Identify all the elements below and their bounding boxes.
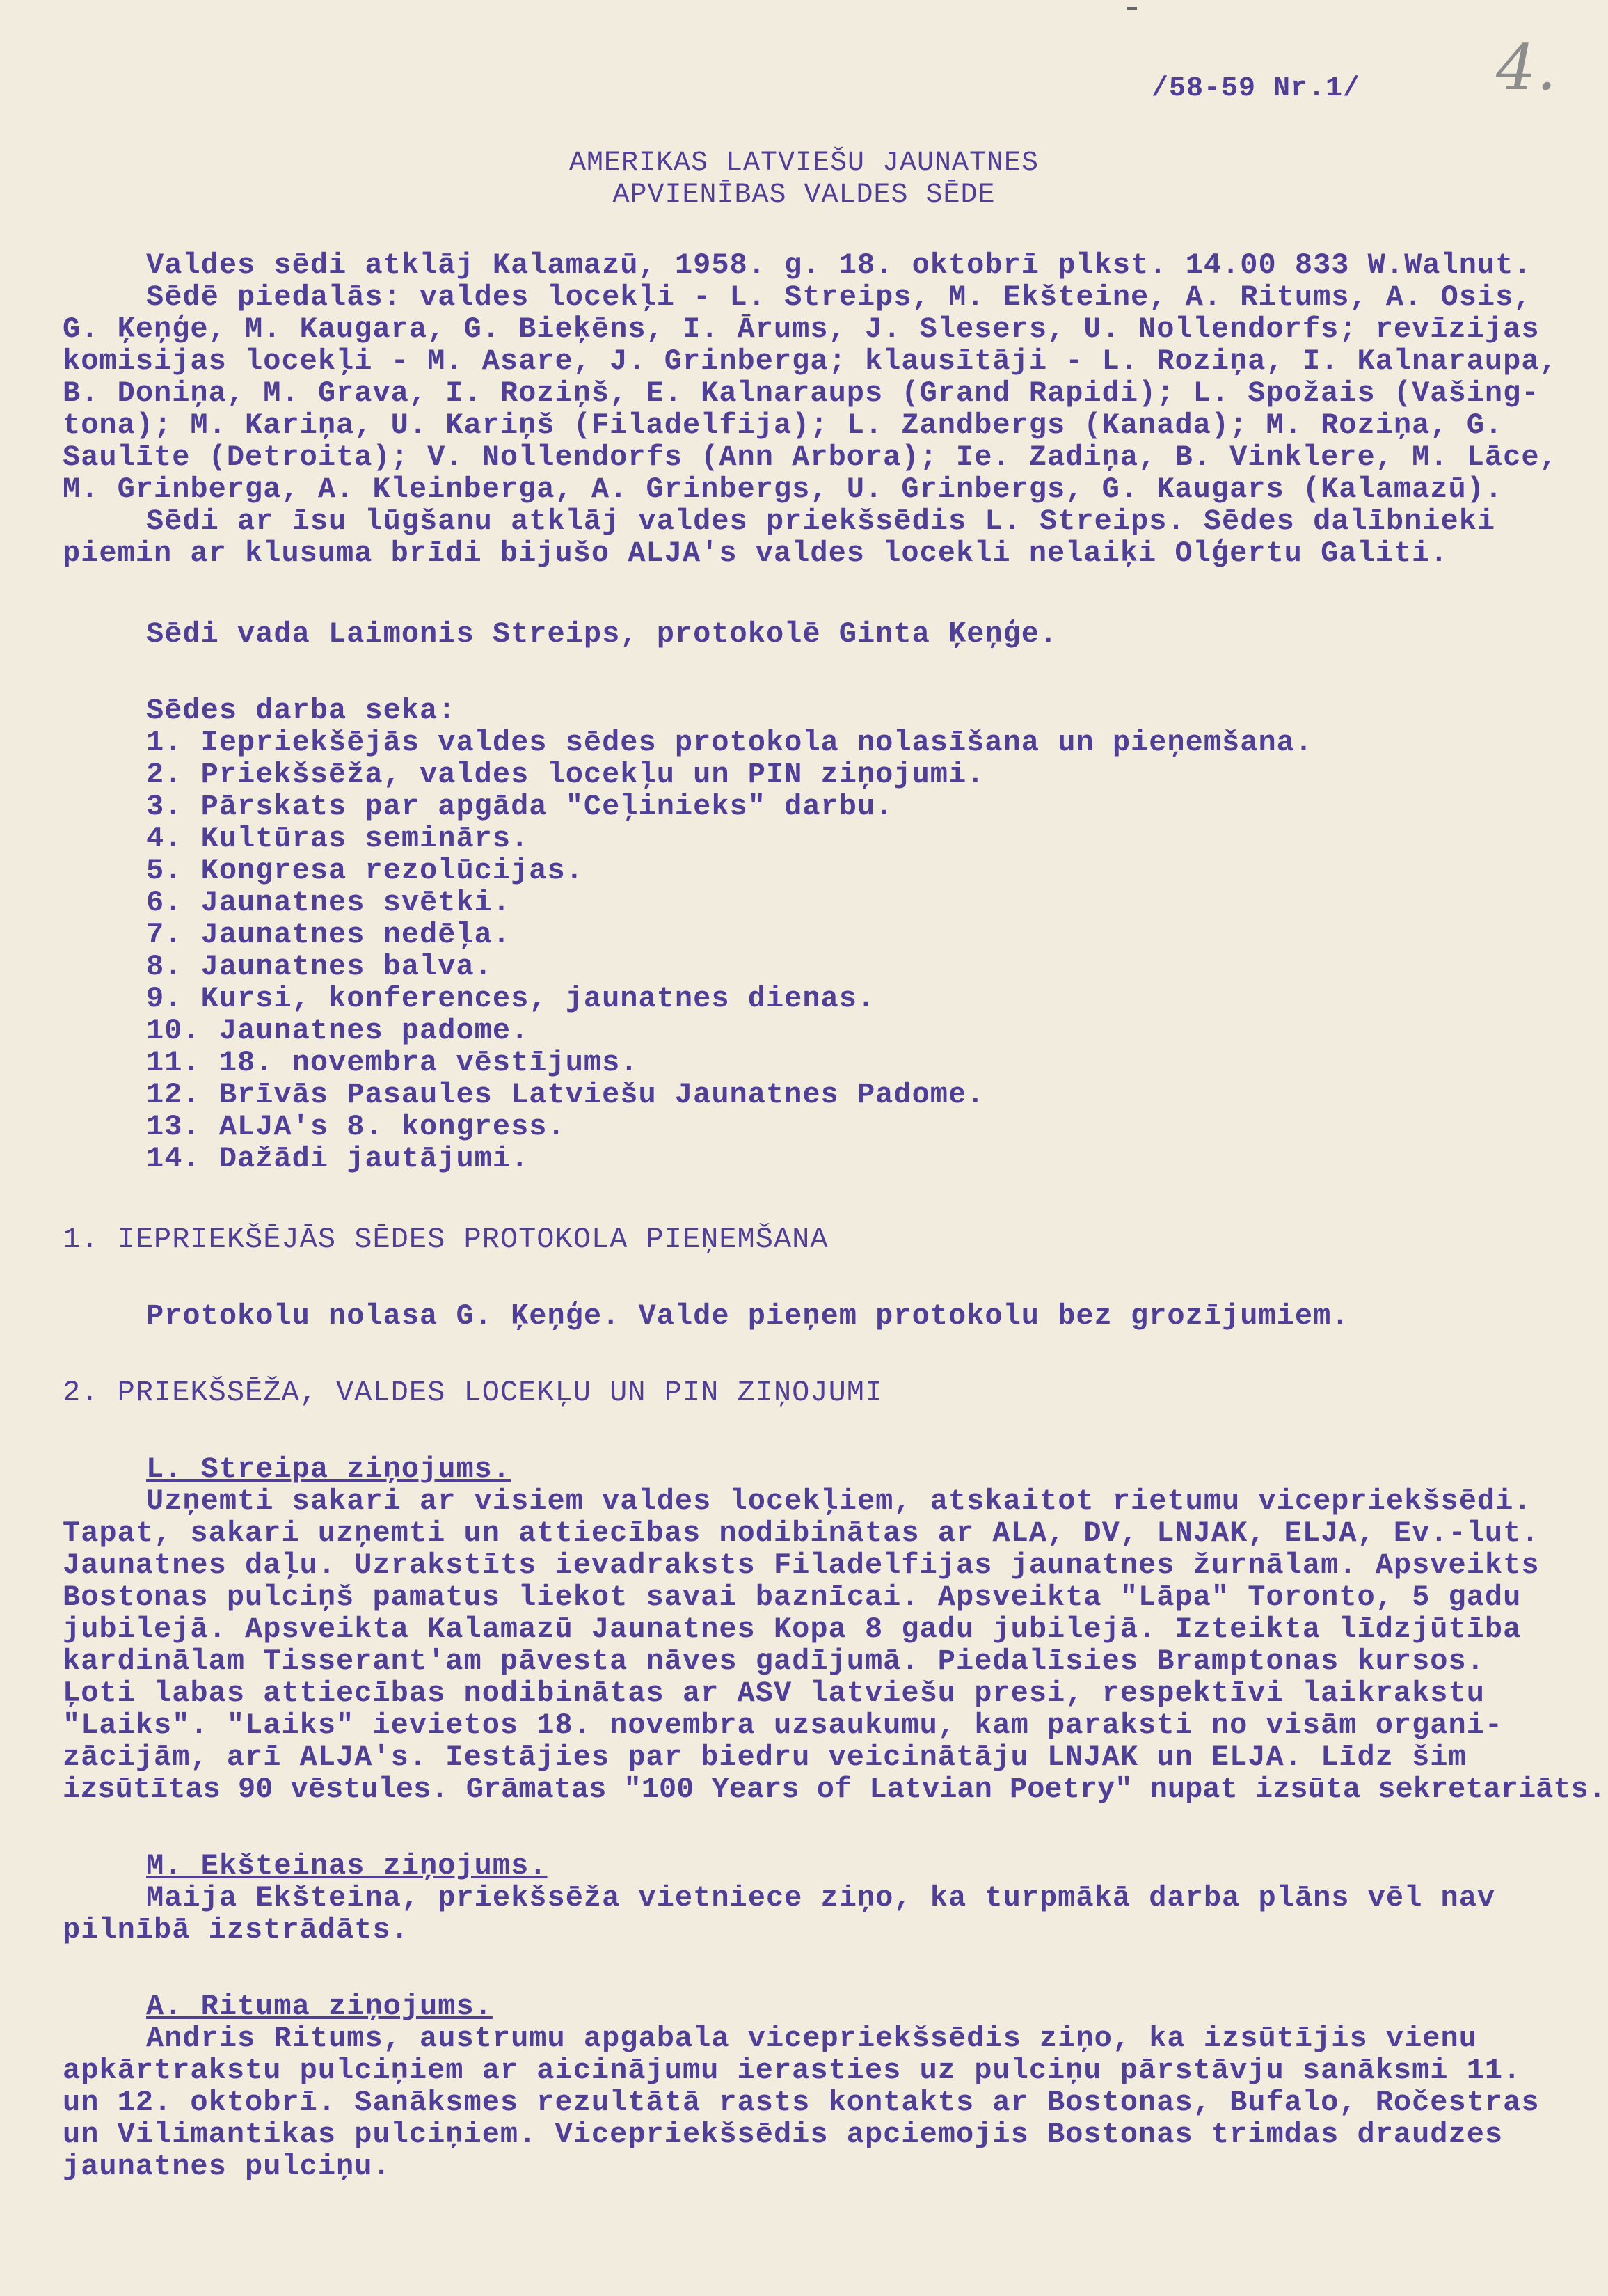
agenda-heading: Sēdes darba seka: [146, 694, 456, 727]
agenda-item: 12. Brīvās Pasaules Latviešu Jaunatnes Padome. [146, 1078, 985, 1111]
intro-line: B. Doniņa, M. Grava, I. Roziņš, E. Kalnaraups (Grand Rapidi); L. Spožais (Vašing- [63, 377, 1540, 410]
agenda-item: 10. Jaunatnes padome. [146, 1014, 530, 1047]
agenda-item: 3. Pārskats par apgāda "Ceļinieks" darbu. [146, 790, 894, 823]
ritums-report-line: un Vilimantikas pulciņiem. Vicepriekšsēdis apciemojis Bostonas trimdas draudzes [63, 2118, 1504, 2151]
handwritten-page-number: 4. [1496, 31, 1557, 104]
agenda-item: 9. Kursi, konferences, jaunatnes dienas. [146, 982, 876, 1015]
intro-line: piemin ar klusuma brīdi bijušo ALJA's valdes locekli nelaiķi Olģertu Galiti. [63, 537, 1449, 570]
agenda-item: 1. Iepriekšējās valdes sēdes protokola nolasīšana un pieņemšana. [146, 726, 1314, 759]
streips-report-line: zācijām, arī ALJA's. Iestājies par biedru veicinātāju LNJAK un ELJA. Līdz šim [63, 1741, 1467, 1774]
ritums-report-heading: A. Rituma ziņojums. [146, 1990, 493, 2023]
streips-report-line: "Laiks". "Laiks" ievietos 18. novembra uzsaukumu, kam paraksti no visām organi- [63, 1709, 1504, 1742]
intro-line: Sēdē piedalās: valdes locekļi - L. Streips, M. Ekšteine, A. Ritums, A. Osis, [146, 280, 1532, 314]
agenda-item: 5. Kongresa rezolūcijas. [146, 854, 584, 887]
intro-line: G. Ķeņģe, M. Kaugara, G. Bieķēns, I. Ārums, J. Slesers, U. Nollendorfs; revīzijas [63, 312, 1540, 346]
title-line-2: APVIENĪBAS VALDES SĒDE [612, 180, 996, 211]
ritums-report-line: apkārtrakstu pulciņiem ar aicinājumu ierasties uz pulciņu pārstāvju sanāksmi 11. [63, 2054, 1522, 2087]
ritums-report-line: Andris Ritums, austrumu apgabala vicepriekšsēdis ziņo, ka izsūtījis vienu [146, 2022, 1477, 2055]
agenda-item: 6. Jaunatnes svētki. [146, 886, 511, 919]
agenda-item: 8. Jaunatnes balva. [146, 950, 493, 983]
streips-report-line: Tapat, sakari uzņemti un attiecības nodibinātas ar ALA, DV, LNJAK, ELJA, Ev.-lut. [63, 1517, 1540, 1550]
section-1-text: Protokolu nolasa G. Ķeņģe. Valde pieņem protokolu bez grozījumiem. [146, 1299, 1350, 1333]
eksteine-report-line: Maija Ekšteina, priekšsēža vietniece ziņo, ka turpmākā darba plāns vēl nav [146, 1881, 1496, 1915]
intro-line: Valdes sēdi atklāj Kalamazū, 1958. g. 18. oktobrī plkst. 14.00 833 W.Walnut. [146, 248, 1532, 282]
agenda-item: 14. Dažādi jautājumi. [146, 1142, 530, 1175]
title-line-1: AMERIKAS LATVIEŠU JAUNATNES [568, 148, 1040, 179]
streips-report-line: kardinālam Tisserant'am pāvesta nāves gadījumā. Piedalīsies Bramptonas kursos. [63, 1645, 1485, 1678]
intro-line: tona); M. Kariņa, U. Kariņš (Filadelfija); L. Zandbergs (Kanada); M. Roziņa, G. [63, 409, 1504, 442]
streips-report-line: Ļoti labas attiecības nodibinātas ar ASV latviešu presi, respektīvi laikrakstu [63, 1677, 1485, 1710]
document-reference: /58-59 Nr.1/ [1152, 73, 1361, 104]
ritums-report-line: jaunatnes pulciņu. [63, 2150, 391, 2183]
streips-report-line: Bostonas pulciņš pamatus liekot savai baznīcai. Apsveikta "Lāpa" Toronto, 5 gadu [63, 1581, 1522, 1614]
eksteine-report-heading: M. Ekšteinas ziņojums. [146, 1849, 548, 1883]
intro-line: Saulīte (Detroita); V. Nollendorfs (Ann Arbora); Ie. Zadiņa, B. Vinklere, M. Lāce, [63, 441, 1558, 474]
streips-report-heading: L. Streipa ziņojums. [146, 1452, 511, 1486]
intro-line: Sēdi ar īsu lūgšanu atklāj valdes priekšsēdis L. Streips. Sēdes dalībnieki [146, 505, 1496, 538]
agenda-item: 7. Jaunatnes nedēļa. [146, 918, 511, 951]
intro-line: M. Grinberga, A. Kleinberga, A. Grinbergs, U. Grinbergs, G. Kaugars (Kalamazū). [63, 473, 1504, 506]
agenda-item: 13. ALJA's 8. kongress. [146, 1110, 566, 1143]
ritums-report-line: un 12. oktobrī. Sanāksmes rezultātā rasts kontakts ar Bostonas, Bufalo, Ročestras [63, 2086, 1540, 2119]
agenda-item: 2. Priekšsēža, valdes locekļu un PIN ziņojumi. [146, 758, 985, 791]
streips-report-line: izsūtītas 90 vēstules. Grāmatas "100 Years of Latvian Poetry" nupat izsūta sekretariāts. [63, 1773, 1606, 1806]
agenda-item: 4. Kultūras seminārs. [146, 822, 530, 855]
streips-report-line: Jaunatnes daļu. Uzrakstīts ievadraksts Filadelfijas jaunatnes žurnālam. Apsveikts [63, 1549, 1540, 1582]
agenda-item: 11. 18. novembra vēstījums. [146, 1046, 639, 1079]
section-2-heading: 2. PRIEKŠSĒŽA, VALDES LOCEKĻU UN PIN ZIŅOJUMI [63, 1376, 884, 1409]
streips-report-line: jubilejā. Apsveikta Kalamazū Jaunatnes Kopa 8 gadu jubilejā. Izteikta līdzjūtība [63, 1613, 1522, 1646]
intro-line: komisijas locekļi - M. Asare, J. Grinberga; klausītāji - L. Roziņa, I. Kalnaraupa, [63, 345, 1558, 378]
section-1-heading: 1. IEPRIEKŠĒJĀS SĒDES PROTOKOLA PIEŅEMŠANA [63, 1223, 829, 1256]
edge-mark [1127, 7, 1137, 10]
eksteine-report-line: pilnībā izstrādāts. [63, 1913, 409, 1947]
chair-line: Sēdi vada Laimonis Streips, protokolē Ginta Ķeņģe. [146, 617, 1058, 651]
streips-report-line: Uzņemti sakari ar visiem valdes locekļiem, atskaitot rietumu vicepriekšsēdi. [146, 1485, 1532, 1518]
